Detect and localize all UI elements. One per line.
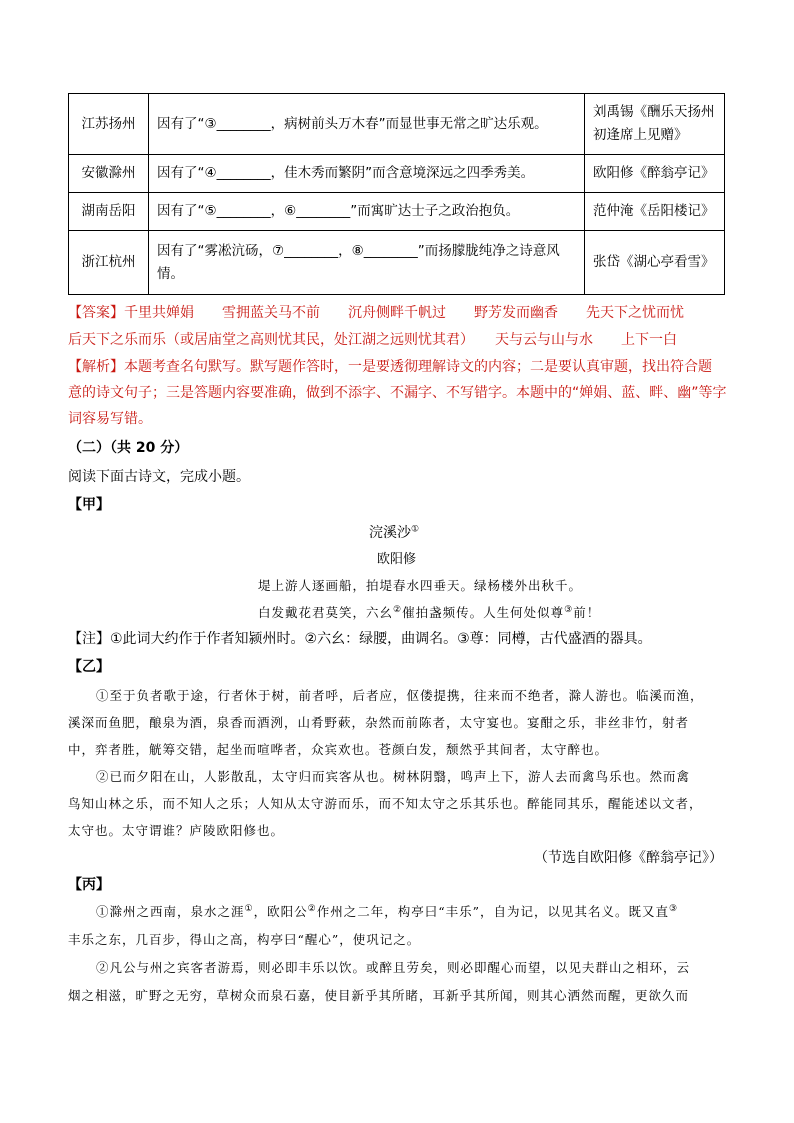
table-cell-place: 江苏扬州 — [69, 94, 149, 155]
bing-label: 【丙】 — [68, 877, 110, 893]
table-cell-source: 刘禹锡《酬乐天扬州初逢席上见赠》 — [585, 94, 725, 155]
yi-label: 【乙】 — [68, 659, 110, 675]
bing-paragraph-2-line-1: ②凡公与州之宾客者游焉，则必即丰乐以饮。或醉且劳矣，则必即醒心而望，以见夫群山之相环，云 — [96, 960, 691, 975]
table-cell-source: 范仲淹《岳阳楼记》 — [585, 193, 725, 231]
yi-paragraph-2-line-3: 太守也。太守谓谁？庐陵欧阳修也。 — [68, 823, 285, 838]
yi-paragraph-1-line-1: ①至于负者歌于途，行者休于树，前者呼，后者应，伛偻提携，往来而不绝者，滁人游也。临溪而渔， — [96, 688, 704, 703]
poem-title: 浣溪沙① — [369, 524, 420, 541]
table-row — [69, 155, 725, 193]
table-cell-place: 浙江杭州 — [69, 231, 149, 295]
bing-paragraph-1-line-2: 丰乐之东，几百步，得山之高，构亭曰“醒心”，使巩记之。 — [68, 932, 421, 947]
poem-line-1: 堤上游人逐画船，拍堤春水四垂天。绿杨楼外出秋千。 — [258, 578, 583, 593]
table-cell-place: 湖南岳阳 — [69, 193, 149, 231]
table-cell-place: 安徽滁州 — [69, 155, 149, 193]
answer-line-1: 【答案】千里共婵娟 雪拥蓝关马不前 沉舟侧畔千帆过 野芳发而幽香 先天下之忧而忧 — [68, 305, 684, 321]
note-marker: ② — [393, 604, 403, 615]
note-marker: ③ — [668, 903, 679, 914]
section-heading: （二）（共 20 分） — [68, 440, 189, 456]
table-cell-source: 欧阳修《醉翁亭记》 — [585, 155, 725, 193]
analysis-line-1: 【解析】本题考查名句默写。默写题作答时，一是要透彻理解诗文的内容；二是要认真审题，找出符合题 — [68, 359, 712, 375]
yi-paragraph-1-line-3: 中，弈者胜，觥筹交错，起坐而喧哗者，众宾欢也。苍颜白发，颓然乎其间者，太守醉也。 — [68, 742, 609, 757]
poem-location-table — [68, 93, 725, 295]
bing-paragraph-2-line-2: 烟之相滋，旷野之无穷，草树众而泉石嘉，使目新乎其所睹，耳新乎其所闻，则其心洒然而醒，更欲久而 — [68, 988, 690, 1003]
table-row — [69, 193, 725, 231]
table-row — [69, 231, 725, 295]
note-marker: ① — [411, 524, 420, 535]
analysis-line-3: 词容易写错。 — [68, 411, 152, 427]
table-cell-desc: 因有了“⑤________，⑥________”而寓旷达士子之政治抱负。 — [149, 193, 585, 231]
analysis-line-2: 意的诗文句子；三是答题内容要准确，做到不添字、不漏字、不写错字。本题中的“婵娟、蓝、畔、幽”等字 — [68, 385, 727, 401]
answer-line-2: 后天下之乐而乐（或居庙堂之高则忧其民，处江湖之远则忧其君） 天与云与山与水 上下一白 — [68, 332, 677, 348]
table-cell-desc: 因有了“雾凇沆砀，⑦________，⑧________”而扬朦胧纯净之诗意风情。 — [149, 231, 585, 295]
poem-note: 【注】①此词大约作于作者知颍州时。②六幺：绿腰，曲调名。③尊：同樽，古代盛酒的器具。 — [68, 631, 652, 647]
note-marker: ① — [244, 903, 254, 914]
yi-paragraph-2-line-2: 鸟知山林之乐，而不知人之乐；人知从太守游而乐，而不知太守之乐其乐也。醉能同其乐，醒能述以文者， — [68, 796, 703, 811]
section-instruction: 阅读下面古诗文，完成小题。 — [68, 469, 250, 485]
table-cell-desc: 因有了“④________，佳木秀而繁阴”而含意境深远之四季秀美。 — [149, 155, 585, 193]
yi-source: （节选自欧阳修《醉翁亭记》） — [534, 850, 723, 866]
table-row — [69, 94, 725, 155]
yi-paragraph-1-line-2: 溪深而鱼肥，酿泉为酒，泉香而酒洌，山肴野蔌，杂然而前陈者，太守宴也。宴酣之乐，非丝非竹，射者 — [68, 715, 690, 730]
table-cell-desc: 因有了“③________，病树前头万木春”而显世事无常之旷达乐观。 — [149, 94, 585, 155]
jia-label: 【甲】 — [68, 497, 110, 513]
poem-author: 欧阳修 — [377, 552, 417, 567]
note-marker: ② — [307, 903, 317, 914]
bing-paragraph-1-line-1: ①滁州之西南，泉水之涯①，欧阳公②作州之二年，构亭曰“丰乐”，自为记，以见其名义。既又直③ — [96, 903, 679, 919]
yi-paragraph-2-line-1: ②已而夕阳在山，人影散乱，太守归而宾客从也。树林阴翳，鸣声上下，游人去而禽鸟乐也。然而禽 — [96, 769, 691, 784]
note-marker: ③ — [564, 604, 574, 615]
table-cell-source: 张岱《湖心亭看雪》 — [585, 231, 725, 295]
poem-line-2: 白发戴花君莫笑，六幺②催拍盏频传。人生何处似尊③前！ — [258, 604, 601, 620]
